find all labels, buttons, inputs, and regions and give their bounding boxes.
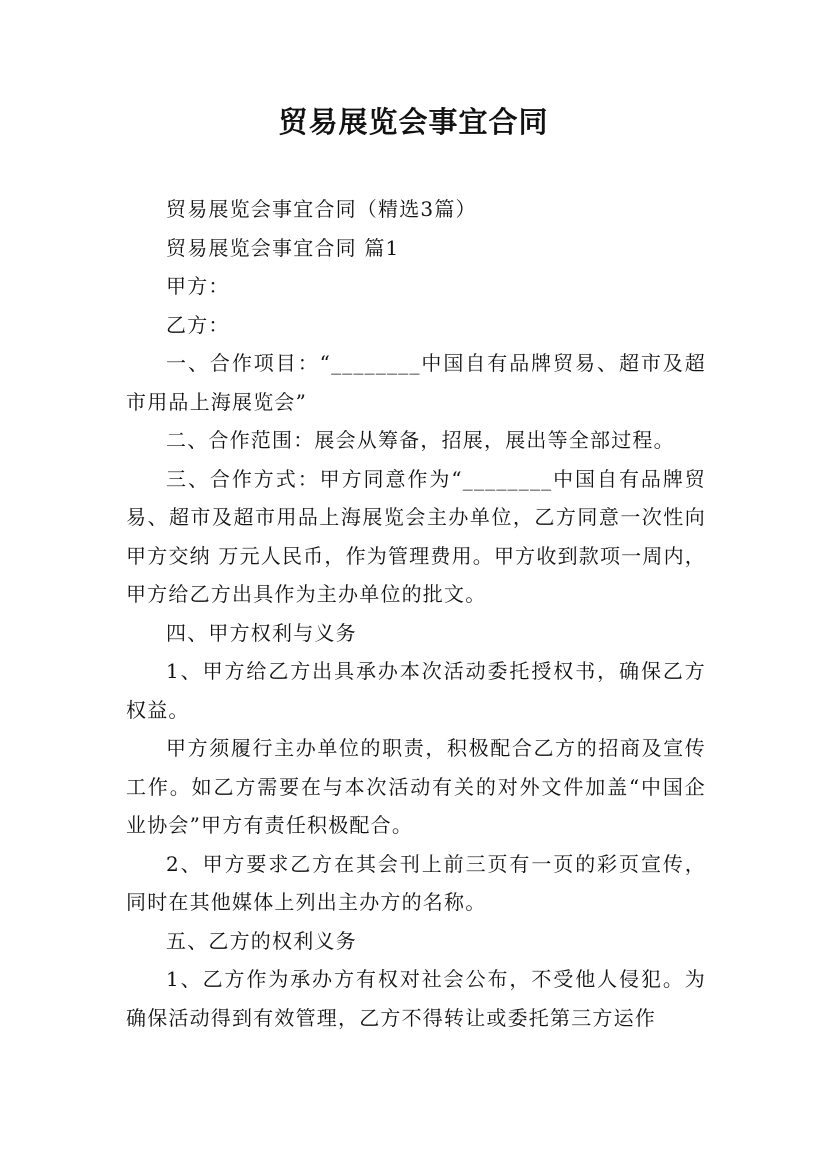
paragraph-party-a-duties: 甲方须履行主办单位的职责，积极配合乙方的招商及宣传工作。如乙方需要在与本次活动有关的对外文件加盖“中国企业协会”甲方有责任积极配合。	[126, 736, 706, 837]
paragraph-cooperation-scope: 二、合作范围：展会从筹备，招展，展出等全部过程。	[166, 428, 675, 452]
document-body	[126, 190, 706, 1037]
paragraph-subtitle: 贸易展览会事宜合同（精选3篇）	[166, 197, 477, 221]
paragraph-section-heading: 贸易展览会事宜合同 篇1	[166, 235, 400, 260]
paragraph-party-b-rights-heading: 五、乙方的权利义务	[166, 928, 357, 953]
paragraph-cooperation-project: 一、合作项目：“________中国自有品牌贸易、超市及超市用品上海展览会”	[126, 351, 706, 414]
document-title: 贸易展览会事宜合同	[278, 105, 549, 139]
paragraph-party-a-clause-2: 2、甲方要求乙方在其会刊上前三页有一页的彩页宣传，同时在其他媒体上列出主办方的名称。	[126, 851, 706, 914]
paragraph-party-a: 甲方：	[166, 274, 230, 298]
paragraph-party-a-rights-heading: 四、甲方权利与义务	[166, 620, 357, 645]
paragraph-party-a-clause-1: 1、甲方给乙方出具承办本次活动委托授权书，确保乙方权益。	[126, 659, 706, 722]
paragraph-party-b-clause-1: 1、乙方作为承办方有权对社会公布，不受他人侵犯。为确保活动得到有效管理，乙方不得转让或委托第三方运作	[126, 967, 706, 1030]
paragraph-cooperation-method: 三、合作方式：甲方同意作为“________中国自有品牌贸易、超市及超市用品上海展览会主办单位，乙方同意一次性向甲方交纳 万元人民币，作为管理费用。甲方收到款项一周内，甲方给乙方出具作为主办单位的批文。	[126, 466, 706, 606]
paragraph-party-b: 乙方：	[166, 312, 230, 337]
